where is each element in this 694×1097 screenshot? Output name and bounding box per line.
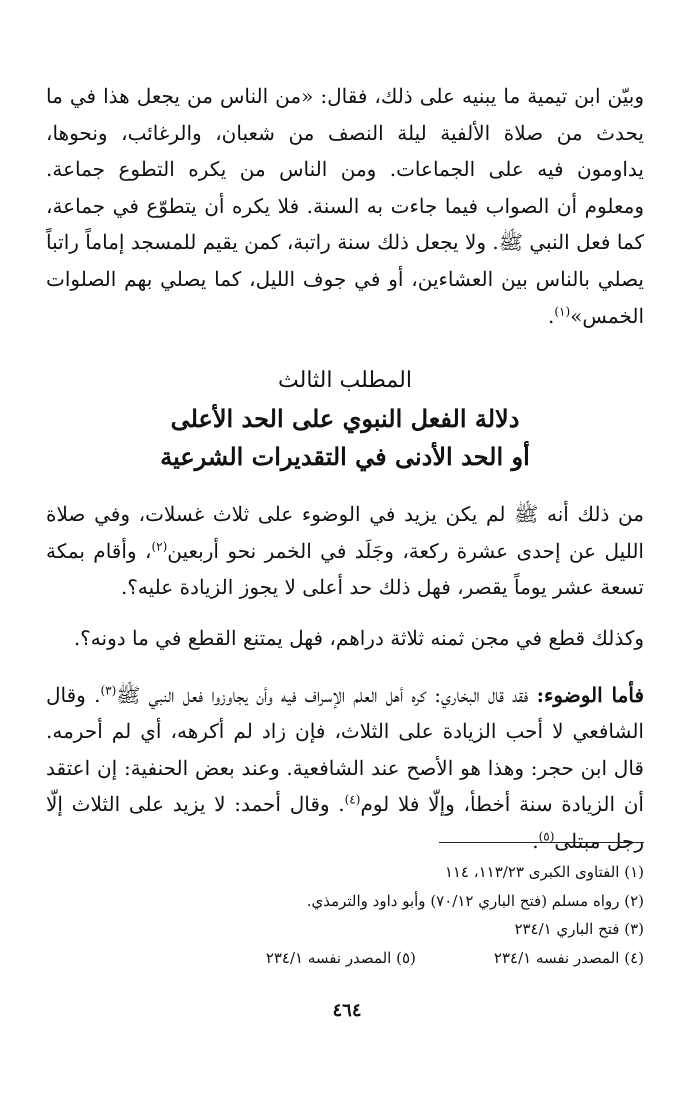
paragraph-text: وبيّن ابن تيمية ما يبنيه على ذلك، فقال: «من الناس من يجعل هذا في ما يحدث من صلاة الألفية ليلة النصف من شعبان، والرغائب، ونحوها، يداومون فيه على الجماعات. ومن الناس من يكره التطوع جماعة. ومعلوم أن الصواب فيما جاءت به السنة. فلا يكره أن يتطوّع في جماعة، كما فعل النبي ﷺ. ولا يجعل ذلك سنة راتبة، كمن يقيم للمسجد إماماً راتباً يصلي بالناس بين العشاءين، أو في جوف الليل، كما يصلي بهم الصلوات الخمس» bbox=[46, 84, 645, 328]
section-subtitle: المطلب الثالث bbox=[278, 368, 412, 394]
paragraph-text-continued: ، وأقام بمكة تسعة عشر يوماً يقصر، فهل ذلك حد أعلى لا يجوز الزيادة عليه؟. bbox=[46, 538, 644, 600]
paragraph-end: . bbox=[532, 828, 539, 853]
footnote-row bbox=[46, 858, 644, 887]
paragraph-examples bbox=[46, 496, 644, 606]
paragraph-theft-example: وكذلك قطع في مجن ثمنه ثلاثة دراهم، فهل يمتنع القطع في ما دونه؟. bbox=[73, 625, 644, 650]
footnote-ref-4: (٤) bbox=[344, 792, 361, 807]
paragraph-end: . bbox=[547, 303, 555, 328]
section-title-line-1: دلالة الفعل النبوي على الحد الأعلى bbox=[170, 404, 520, 434]
paragraph-text-continued: . وقال الشافعي لا أحب الزيادة على الثلاث، فإن زاد لم أكرهه، أي لم أحرمه. قال ابن حجر: وهذا هو الأصح عند الشافعية. وعند بعض الحنفية: إن اعتقد أن الزيادة سنة أخطأ، وإلّا فلا لوم bbox=[46, 682, 644, 817]
footnote-4: (٤) المصدر نفسه ٢٣٤/١ bbox=[493, 948, 644, 967]
footnote-2: (٢) رواه مسلم (فتح الباري ٧٠/١٢) وأبو داود والترمذي. bbox=[306, 891, 644, 910]
paragraph-text: فقد قال البخاري: كره أهل العلم الإسراف فيه وأن يجاوزوا فعل النبي ﷺ bbox=[116, 682, 537, 707]
page-number: ٤٦٤ bbox=[332, 1000, 362, 1021]
footnote-ref-1: (١) bbox=[554, 303, 571, 318]
footnote-ref-5: (٥) bbox=[538, 829, 555, 844]
paragraph-text: من ذلك أنه ﷺ لم يكن يزيد في الوضوء على ثلاث غسلات، وفي صلاة الليل عن إحدى عشرة ركعة، وجَلَد في الخمر نحو أربعين bbox=[46, 502, 644, 563]
footnote-ref-2: (٢) bbox=[151, 539, 168, 554]
footnote-divider bbox=[439, 842, 644, 843]
paragraph-lead: فأما الوضوء: bbox=[536, 682, 645, 707]
footnote-row bbox=[46, 915, 644, 944]
paragraph-ablution bbox=[46, 677, 644, 860]
footnote-5: (٥) المصدر نفسه ٢٣٤/١ bbox=[265, 948, 416, 967]
footnote-row bbox=[46, 944, 644, 973]
section-title-line-2: أو الحد الأدنى في التقديرات الشرعية bbox=[160, 442, 530, 472]
paragraph-ibn-taymiyyah-quote bbox=[46, 78, 644, 334]
footnotes bbox=[46, 858, 644, 972]
paragraph-text-continued: . وقال أحمد: لا يزيد على الثلاث إلّا رجل مبتلى bbox=[46, 792, 644, 853]
section-heading bbox=[46, 362, 644, 476]
footnote-3: (٣) فتح الباري ٢٣٤/١ bbox=[514, 920, 644, 938]
footnote-row bbox=[46, 887, 644, 916]
footnote-1: (١) الفتاوى الكبرى ١١٣/٢٣، ١١٤ bbox=[444, 863, 644, 881]
footnote-ref-3: (٣) bbox=[100, 682, 117, 697]
